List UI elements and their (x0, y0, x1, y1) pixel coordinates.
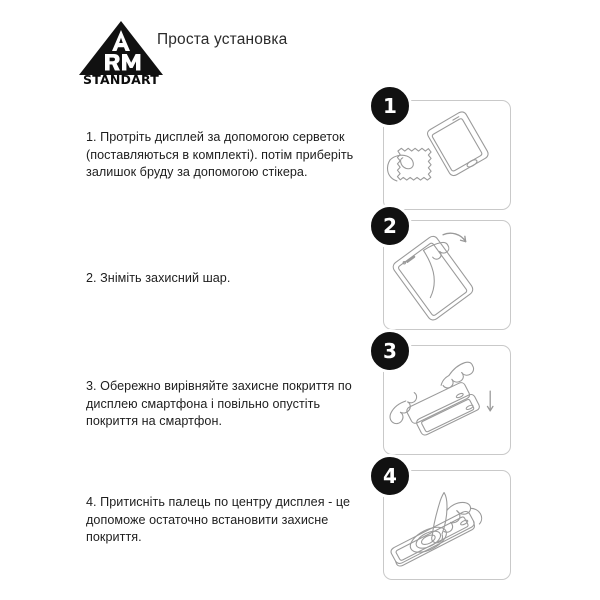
step-badge-2: 2 (368, 204, 412, 248)
step-illustration-4 (383, 464, 511, 580)
step-text-1: 1. Протріть дисплей за допомогою серветок (поставляються в комплекті). потім приберіть залишок бруду за допомогою стікера. (86, 130, 354, 180)
triangle-logo-icon (78, 20, 164, 76)
step-illustration-3 (383, 339, 511, 455)
header (0, 0, 600, 95)
step-illustration-1 (383, 94, 511, 210)
arm-standart-logo (78, 20, 164, 88)
page-title: Проста установка (157, 31, 288, 48)
step-text-3-line1: 3. Обережно вирівняйте захисне покриття по дисплею смартфона і повільно опустіть покриття на смартфон. (86, 379, 352, 429)
step-row-4 (0, 465, 600, 590)
step-badge-3: 3 (368, 329, 412, 373)
step-row-3 (0, 340, 600, 460)
step-row-2 (0, 215, 600, 335)
logo-wordmark: STANDART (83, 72, 159, 87)
step-badge-4: 4 (368, 454, 412, 498)
step-row-1 (0, 95, 600, 210)
step-illustration-2 (383, 214, 511, 330)
step-text-3 (86, 378, 371, 431)
step-text-4: 4. Притисніть палець по центру дисплея - це допоможе остаточно встановити захисне покриття. (86, 495, 351, 545)
step-badge-1: 1 (368, 84, 412, 128)
step-text-2: 2. Зніміть захисний шар. (86, 271, 231, 285)
